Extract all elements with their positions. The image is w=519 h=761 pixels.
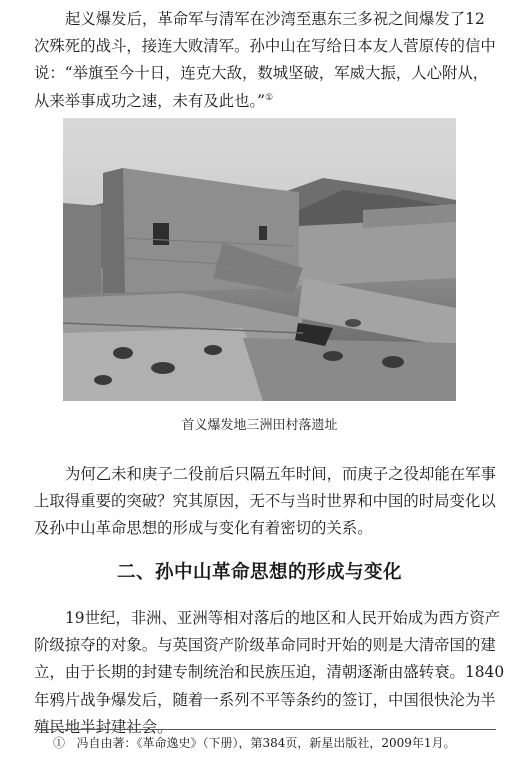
text-line: 为何乙未和庚子二役前后只隔五年时间，而庚子之役却能在军事	[65, 465, 496, 483]
text-line: 说：“举旗至今十日，连克大敌，数城坚破，军威大振，人心附从，	[34, 64, 489, 83]
text-line: 及孙中山革命思想的形成与变化有着密切的关系。	[34, 519, 373, 538]
ruins-illustration	[63, 118, 456, 401]
text-line-content: 从来举事成功之速，未有及此也。”	[34, 91, 266, 110]
text-line: 殖民地半封建社会。	[34, 717, 173, 736]
paragraph-2	[34, 461, 496, 543]
text-line: 起义爆发后，革命军与清军在沙湾至惠东三多祝之间爆发了12	[65, 10, 485, 28]
paragraph-1	[34, 6, 496, 115]
footnote-divider	[34, 729, 496, 730]
ruins-photo	[63, 118, 456, 401]
figure-caption: 首义爆发地三洲田村落遗址	[181, 418, 338, 433]
text-line: 立，由于长期的封建专制统治和民族压迫，清朝逐渐由盛转衰。1840	[34, 663, 505, 682]
text-line	[34, 88, 496, 115]
footnote-number: ①	[53, 736, 66, 750]
paragraph-3	[34, 605, 505, 741]
text-line: 次殊死的战斗，接连大败清军。孙中山在写给日本友人菅原传的信中	[34, 37, 496, 56]
footnote	[53, 735, 503, 751]
text-line: 阶级掠夺的对象。与英国资产阶级革命同时开始的则是大清帝国的建	[34, 636, 496, 655]
text-line: 上取得重要的突破？究其原因，无不与当时世界和中国的时局变化以	[34, 492, 496, 511]
footnote-marker[interactable]: ①	[265, 92, 274, 103]
text-line: 年鸦片战争爆发后，随着一系列不平等条约的签订，中国很快沦为半	[34, 690, 496, 709]
text-line: 19世纪，非洲、亚洲等相对落后的地区和人民开始成为西方资产	[65, 609, 501, 627]
footnote-text: 冯自由著：《革命逸史》（下册），第384页，新星出版社，2009年1月。	[76, 736, 456, 750]
section-heading: 二、孙中山革命思想的形成与变化	[116, 562, 402, 583]
